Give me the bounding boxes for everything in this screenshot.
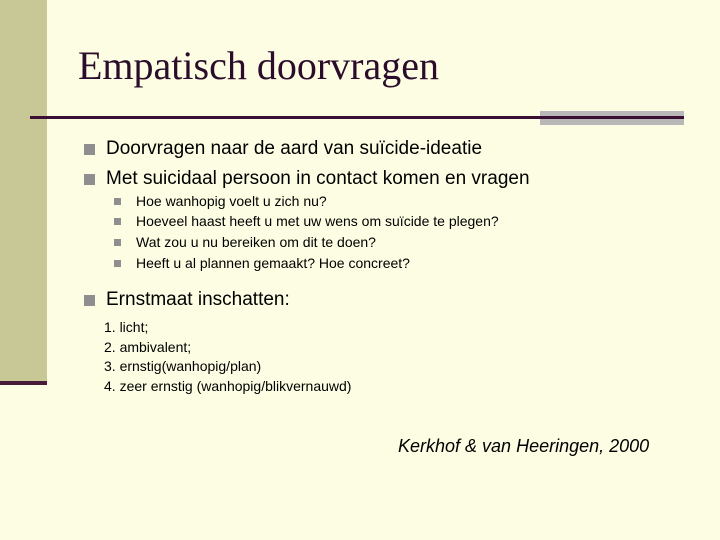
bullet-item: [84, 289, 290, 311]
bullet-item: [84, 168, 530, 190]
severity-level-item: 3. ernstig(wanhopig/plan): [104, 358, 262, 374]
severity-level-item: 4. zeer ernstig (wanhopig/blikvernauwd): [104, 377, 352, 394]
sub-bullet-item: [114, 255, 410, 271]
left-decorative-band: [0, 0, 47, 382]
left-band-base-line: [0, 381, 47, 385]
sub-bullet-text: Hoeveel haast heeft u met uw wens om suïcide te plegen?: [136, 213, 499, 229]
bullet-text: Doorvragen naar de aard van suïcide-ideatie: [106, 138, 483, 159]
sub-bullet-text: Wat zou u nu bereiken om dit te doen?: [136, 234, 376, 250]
sub-bullet-text: Hoe wanhopig voelt u zich nu?: [136, 193, 327, 209]
title-divider: [30, 116, 684, 119]
square-bullet-icon: [114, 198, 121, 205]
square-bullet-icon: [84, 144, 95, 155]
bullet-item: [84, 138, 482, 160]
square-bullet-icon: [84, 295, 95, 306]
severity-levels-list: [104, 318, 351, 396]
square-bullet-icon: [114, 239, 121, 246]
square-bullet-icon: [114, 260, 121, 267]
bullet-text: Met suicidaal persoon in contact komen en vragen: [106, 168, 530, 189]
sub-bullet-text: Heeft u al plannen gemaakt? Hoe concreet?: [136, 255, 410, 271]
square-bullet-icon: [84, 174, 95, 185]
slide-title: Empatisch doorvragen: [78, 43, 439, 88]
severity-level-item: 1. licht;: [104, 319, 149, 335]
square-bullet-icon: [114, 218, 121, 225]
severity-level-item: 2. ambivalent;: [104, 338, 192, 355]
sub-bullet-item: [114, 213, 499, 229]
sub-bullet-item: [114, 193, 327, 209]
sub-bullet-item: [114, 234, 376, 250]
bullet-text: Ernstmaat inschatten:: [106, 289, 290, 310]
citation: Kerkhof & van Heeringen, 2000: [398, 436, 650, 456]
